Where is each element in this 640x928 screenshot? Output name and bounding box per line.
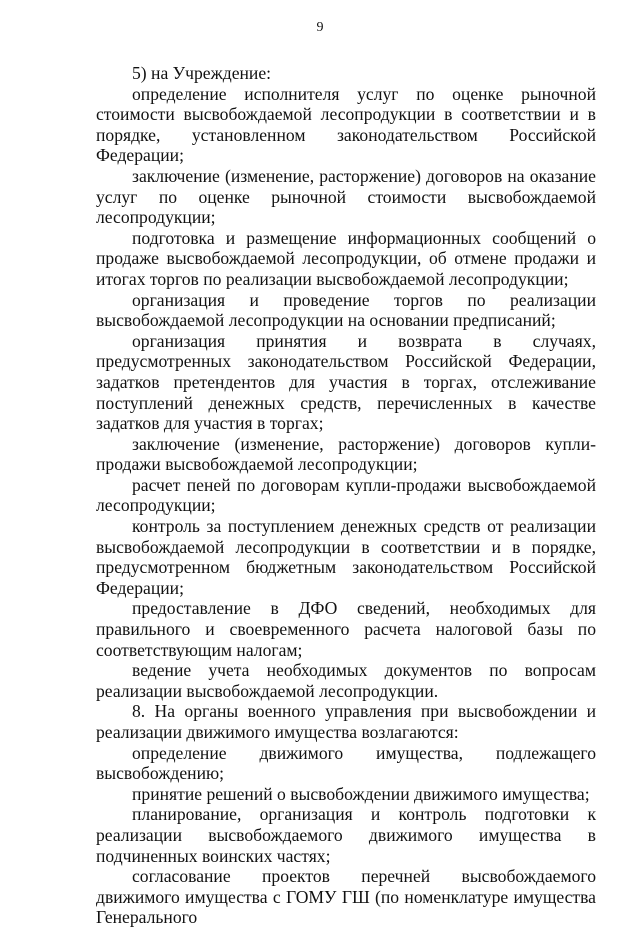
paragraph: контроль за поступлением денежных средств от реализации высвобождаемой лесопродукции в соответствии и в порядке, предусмотренном бюджетным законодательством Российской Федерации; — [96, 516, 596, 598]
paragraph: определение исполнителя услуг по оценке рыночной стоимости высвобождаемой лесопродукции в соответствии и в порядке, установленном законодательством Российской Федерации; — [96, 83, 596, 166]
page-number: 9 — [316, 20, 324, 35]
paragraph: ведение учета необходимых документов по вопросам реализации высвобождаемой лесопродукции. — [96, 660, 596, 701]
paragraph: принятие решений о высвобождении движимого имущества; — [132, 783, 590, 804]
paragraph: 8. На органы военного управления при высвобождении и реализации движимого имущества возлагаются: — [96, 701, 596, 742]
paragraph: расчет пеней по договорам купли-продажи высвобождаемой лесопродукции; — [96, 474, 596, 516]
paragraph: предоставление в ДФО сведений, необходимых для правильного и своевременного расчета налоговой базы по соответствующим налогам; — [96, 598, 596, 660]
paragraph: заключение (изменение, расторжение) договоров купли-продажи высвобождаемой лесопродукции; — [96, 433, 596, 475]
paragraph: организация и проведение торгов по реализации высвобождаемой лесопродукции на основании предписаний; — [96, 289, 596, 331]
paragraph: 5) на Учреждение: — [132, 63, 272, 83]
paragraph: согласование проектов перечней высвобождаемого движимого имущества с ГОМУ ГШ (по номенклатуре имущества Генерального — [96, 866, 596, 928]
paragraph: планирование, организация и контроль подготовки к реализации высвобождаемого движимого имущества в подчиненных воинских частях; — [96, 804, 596, 866]
paragraph: подготовка и размещение информационных сообщений о продаже высвобождаемой лесопродукции, об отмене продажи и итогах торгов по реализации высвобождаемой лесопродукции; — [96, 227, 596, 289]
document-body — [96, 63, 596, 928]
paragraph: заключение (изменение, расторжение) договоров на оказание услуг по оценке рыночной стоимости высвобождаемой лесопродукции; — [96, 165, 596, 228]
paragraph: организация принятия и возврата в случаях, предусмотренных законодательством Российской Федерации, задатков претендентов для участия в торгах, отслеживание поступлений денежных средств, перечисленных в качестве задатков для участия в торгах; — [96, 330, 596, 434]
paragraph: определение движимого имущества, подлежащего высвобождению; — [96, 742, 596, 784]
